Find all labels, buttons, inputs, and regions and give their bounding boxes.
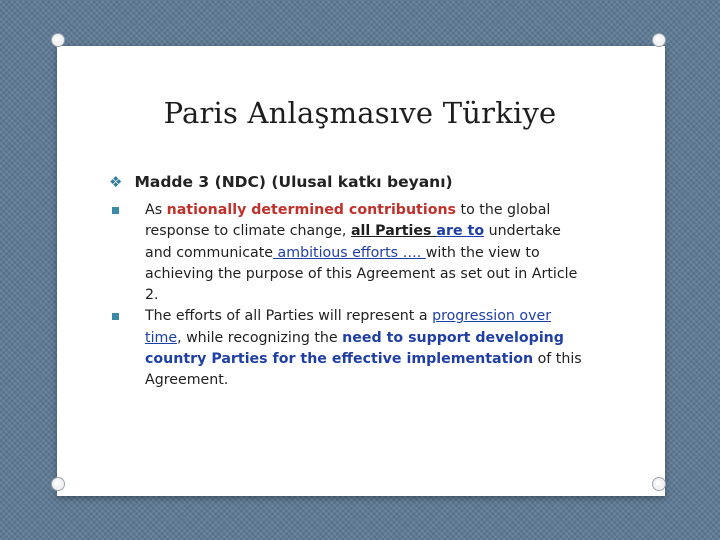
text-segment-link: ambitious efforts ….: [273, 244, 426, 261]
pin-icon: [50, 476, 66, 492]
section-heading: [109, 173, 453, 191]
text-segment: to the global response to climate change,: [145, 202, 551, 240]
text-segment: As: [145, 202, 167, 218]
bullet-text: [145, 202, 577, 303]
square-bullet-icon: [112, 313, 119, 320]
text-segment-highlight: nationally determined contributions: [166, 202, 456, 218]
diamond-bullet-icon: ❖: [109, 172, 123, 191]
text-segment: The efforts of all Parties will represent a: [145, 308, 433, 325]
pin-icon: [651, 32, 667, 48]
bullet-text: [145, 308, 582, 388]
text-segment-link: time: [145, 329, 178, 346]
slide-title: Paris Anlaşmasıve Türkiye: [163, 96, 557, 130]
text-segment-highlight: need to support developing country Parties for the effective implementation: [145, 329, 564, 368]
list-item: [110, 306, 590, 391]
pin-icon: [50, 32, 66, 48]
pin-icon: [651, 476, 667, 492]
text-segment: with the view to achieving the purpose of this Agreement as set out in Article 2.: [145, 244, 578, 304]
list-item: [110, 200, 590, 306]
text-segment: of this Agreement.: [145, 351, 582, 389]
text-segment: , while recognizing the: [177, 329, 343, 346]
text-segment-link: progression over: [432, 308, 552, 325]
square-bullet-icon: [112, 207, 119, 214]
section-heading-text: Madde 3 (NDC) (Ulusal katkı beyanı): [134, 173, 453, 191]
text-segment-emphasis: are to: [436, 223, 485, 240]
bullet-list: [110, 200, 590, 392]
text-segment: undertake and communicate: [145, 223, 561, 261]
text-segment-emphasis: all Parties: [350, 223, 437, 240]
